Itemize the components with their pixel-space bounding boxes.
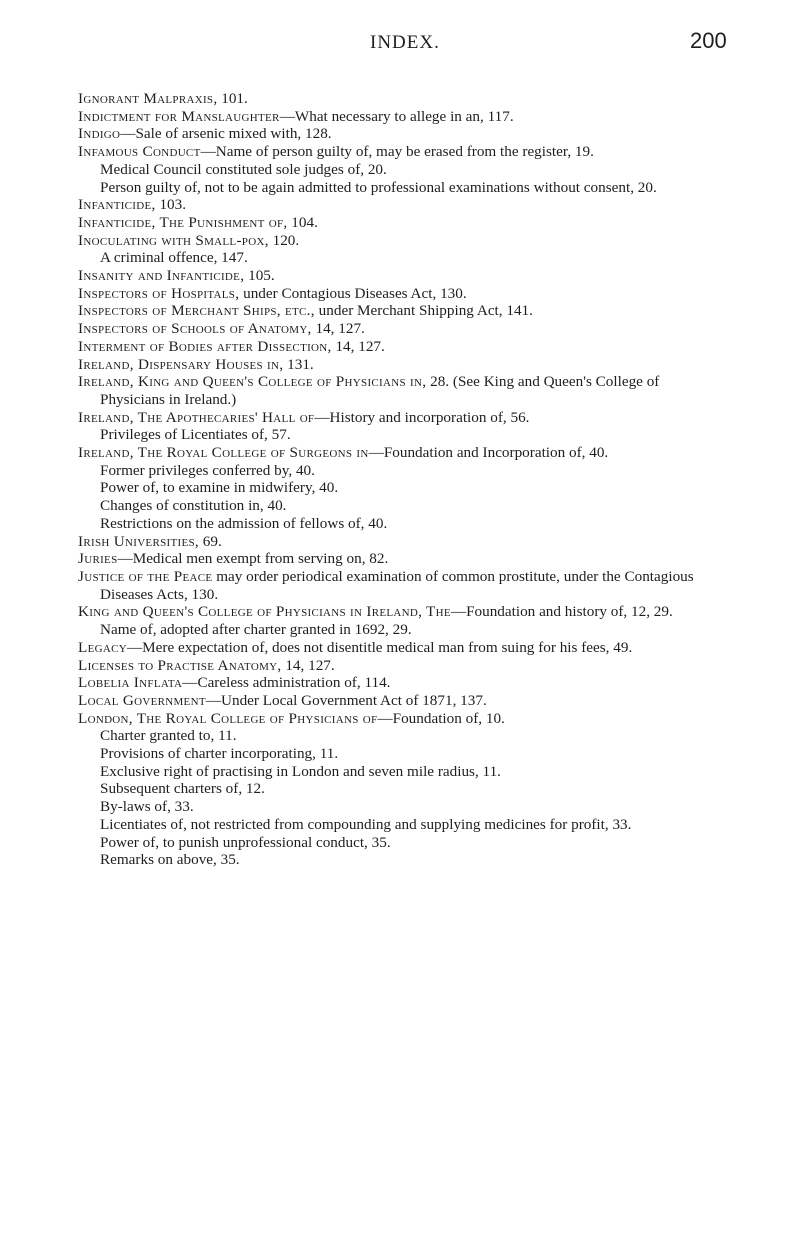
index-entry	[78, 409, 728, 427]
index-entry	[78, 90, 728, 108]
index-subentry: Licentiates of, not restricted from compounding and supplying medicines for profit, 33.	[100, 815, 632, 833]
index-entry	[78, 125, 728, 143]
entry-text: 103.	[155, 196, 187, 214]
entry-text: 14, 127.	[311, 320, 365, 338]
entry-headword: Inspectors of Schools of Anatomy,	[78, 320, 312, 338]
entry-text: —Name of person guilty of, may be erased from the register, 19.	[200, 143, 594, 161]
entry-headword: Justice of the Peace	[78, 567, 213, 585]
entry-headword: Ireland, The Royal College of Surgeons in	[78, 444, 369, 462]
entry-text: 28. (See King and Queen's College of Physicians in Ireland.)	[100, 373, 660, 408]
index-entry	[78, 657, 728, 675]
index-entry	[78, 196, 728, 214]
index-entry	[78, 710, 728, 728]
entry-headword: Ireland, King and Queen's College of Physicians in,	[78, 373, 427, 391]
index-subentry: Charter granted to, 11.	[100, 727, 237, 745]
entry-headword: King and Queen's College of Physicians in Ireland, The	[78, 603, 451, 621]
index-subentry: Restrictions on the admission of fellows of, 40.	[100, 514, 388, 532]
running-title: INDEX.	[370, 32, 440, 53]
entry-headword: Infanticide, The Punishment of,	[78, 213, 288, 231]
entry-headword: Juries	[78, 550, 118, 568]
entry-text: 105.	[244, 267, 275, 285]
entry-headword: Legacy	[78, 638, 127, 656]
entry-text: —Careless administration of, 114.	[182, 674, 391, 692]
index-subentry: Subsequent charters of, 12.	[100, 780, 265, 798]
entry-headword: Insanity and Infanticide,	[78, 267, 245, 285]
entry-text: —Foundation and history of, 12, 29.	[450, 603, 673, 621]
index-entry	[78, 302, 728, 320]
index-entry	[78, 320, 728, 338]
entry-text: 104.	[287, 213, 318, 231]
entry-text: —What necessary to allege in an, 117.	[279, 107, 514, 125]
entry-text: 69.	[199, 532, 222, 550]
index-entry	[78, 550, 728, 568]
entry-text: 14, 127.	[331, 337, 385, 355]
page-number: 200	[690, 28, 727, 53]
index-entry	[78, 285, 728, 303]
index-subentry: By-laws of, 33.	[100, 798, 194, 816]
entry-headword: Interment of Bodies after Dissection,	[78, 337, 332, 355]
entry-headword: Irish Universities,	[78, 532, 199, 550]
entry-headword: Local Government	[78, 691, 206, 709]
index-entry	[78, 639, 728, 657]
entry-headword: Indigo	[78, 125, 121, 143]
index-entry	[78, 568, 728, 603]
index-subentry: Power of, to examine in midwifery, 40.	[100, 479, 339, 497]
entry-headword: Inspectors of Hospitals,	[78, 284, 240, 302]
index-entry	[78, 338, 728, 356]
index-entry	[78, 373, 728, 408]
entry-headword: Ireland, The Apothecaries' Hall of	[78, 408, 315, 426]
index-subentry: Exclusive right of practising in London and seven mile radius, 11.	[100, 762, 501, 780]
entry-text: 101.	[217, 90, 248, 107]
entry-headword: Ignorant Malpraxis,	[78, 90, 218, 107]
index-entry	[78, 108, 728, 126]
entry-text: under Contagious Diseases Act, 130.	[239, 284, 467, 302]
entry-text: may order periodical examination of common prostitute, under the Contagious Diseases Acts, 130.	[100, 567, 694, 603]
entry-text: —Medical men exempt from serving on, 82.	[117, 550, 389, 568]
index-entry	[78, 674, 728, 692]
entry-headword: Indictment for Manslaughter	[78, 107, 280, 125]
entry-text: 14, 127.	[281, 656, 335, 674]
index-entry	[78, 603, 728, 621]
index-subentry: Privileges of Licentiates of, 57.	[100, 426, 291, 444]
index-entry	[78, 533, 728, 551]
entry-headword: London, The Royal College of Physicians of	[78, 709, 378, 727]
entry-text: —Foundation and Incorporation of, 40.	[368, 444, 609, 462]
entry-text: —History and incorporation of, 56.	[314, 408, 530, 426]
entry-text: 120.	[268, 231, 300, 249]
index-entry	[78, 214, 728, 232]
entry-headword: Inspectors of Merchant Ships, etc.,	[78, 302, 315, 320]
entry-text: 131.	[283, 355, 314, 373]
index-entry	[78, 692, 728, 710]
index-subentry: Former privileges conferred by, 40.	[100, 461, 315, 479]
entry-text: —Sale of arsenic mixed with, 128.	[120, 125, 332, 143]
index-subentry: Changes of constitution in, 40.	[100, 497, 287, 515]
page-header	[0, 20, 800, 60]
index-entry	[78, 444, 728, 462]
entry-text: —Mere expectation of, does not disentitle medical man from suing for his fees, 49.	[126, 638, 633, 656]
index-subentry: Provisions of charter incorporating, 11.	[100, 745, 339, 763]
entry-headword: Infamous Conduct	[78, 143, 201, 161]
entry-text: —Under Local Government Act of 1871, 137.	[205, 691, 487, 709]
index-entry	[78, 232, 728, 250]
entry-headword: Lobelia Inflata	[78, 674, 183, 692]
index-subentry: Person guilty of, not to be again admitted to professional examinations without consent, 20.	[100, 178, 657, 196]
index-subentry: Remarks on above, 35.	[100, 851, 240, 869]
entry-headword: Infanticide,	[78, 196, 156, 214]
index-entry	[78, 143, 728, 161]
index-entries	[78, 90, 728, 869]
entry-text: under Merchant Shipping Act, 141.	[314, 302, 533, 320]
entry-headword: Inoculating with Small-pox,	[78, 231, 269, 249]
index-subentry: Power of, to punish unprofessional conduct, 35.	[100, 833, 391, 851]
index-subentry: Name of, adopted after charter granted in 1692, 29.	[100, 621, 412, 639]
entry-headword: Ireland, Dispensary Houses in,	[78, 355, 284, 373]
index-entry	[78, 356, 728, 374]
entry-text: —Foundation of, 10.	[377, 709, 505, 727]
index-subentry: Medical Council constituted sole judges of, 20.	[100, 160, 387, 178]
entry-headword: Licenses to Practise Anatomy,	[78, 656, 282, 674]
index-entry	[78, 267, 728, 285]
index-subentry: A criminal offence, 147.	[100, 249, 248, 267]
